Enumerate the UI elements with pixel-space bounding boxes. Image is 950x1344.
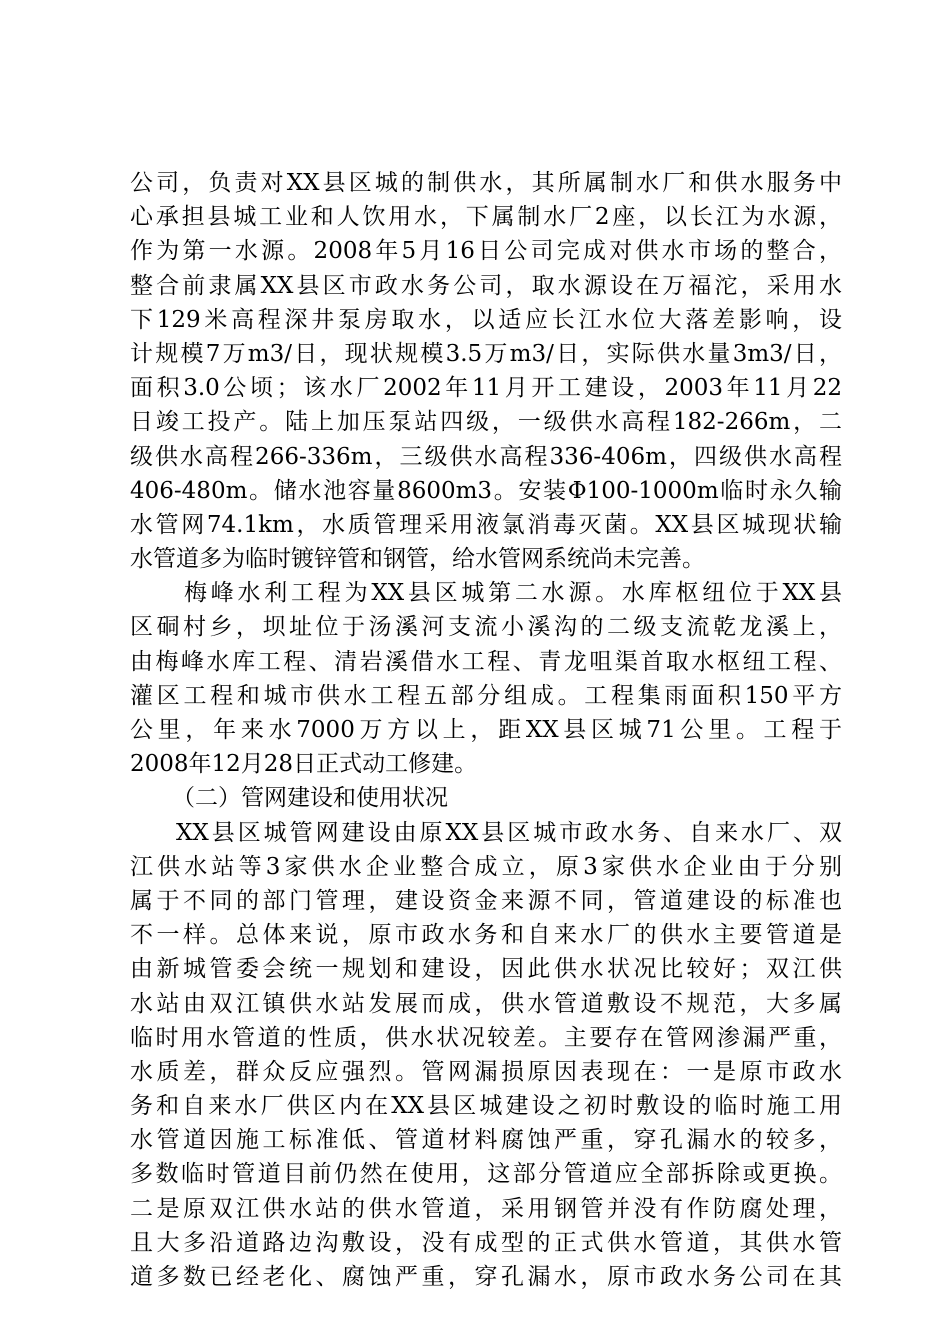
text-line: 日竣工投产。陆上加压泵站四级，一级供水高程182-266m，二 <box>130 409 842 436</box>
text-line: 区硐村乡，坝址位于汤溪河支流小溪沟的二级支流乾龙溪上， <box>130 614 842 641</box>
text-line: 公里，年来水7000万方以上，距XX县区城71公里。工程于 <box>130 717 842 743</box>
text-line: 多数临时管道目前仍然在使用，这部分管道应全部拆除或更换。 <box>130 1161 842 1188</box>
body-text <box>130 166 842 1294</box>
text-line: 406-480m。储水池容量8600m3。安装Φ100-1000m临时永久输 <box>130 477 842 504</box>
text-line: 2008年12月28日正式动工修建。 <box>130 751 478 778</box>
text-line: 务和自来水厂供区内在XX县区城建设之初时敷设的临时施工用 <box>130 1093 842 1120</box>
text-line: 且大多沿道路边沟敷设，没有成型的正式供水管道，其供水管 <box>130 1229 842 1256</box>
text-line: 整合前隶属XX县区市政水务公司，取水源设在万福沱，采用水 <box>130 272 842 299</box>
paragraph-start-line: XX县区城管网建设由原XX县区城市政水务、自来水厂、双 <box>176 819 842 846</box>
text-line: 道多数已经老化、腐蚀严重，穿孔漏水，原市政水务公司在其 <box>130 1264 842 1290</box>
text-line: 水质差，群众反应强烈。管网漏损原因表现在：一是原市政水 <box>130 1058 842 1085</box>
text-line: 计规模7万m3/日，现状规模3.5万m3/日，实际供水量3m3/日， <box>130 340 842 367</box>
text-line: 不一样。总体来说，原市政水务和自来水厂的供水主要管道是 <box>130 922 842 949</box>
text-line: 临时用水管道的性质，供水状况较差。主要存在管网渗漏严重， <box>130 1024 842 1051</box>
text-line: 水管网74.1km，水质管理采用液氯消毒灭菌。XX县区城现状输 <box>130 511 842 538</box>
text-line: 属于不同的部门管理，建设资金来源不同，管道建设的标准也 <box>130 887 842 914</box>
text-line: 心承担县城工业和人饮用水，下属制水厂2座，以长江为水源， <box>130 204 842 231</box>
text-line: 水站由双江镇供水站发展而成，供水管道敷设不规范，大多属 <box>130 990 842 1017</box>
text-line: 面积3.0公顷；该水厂2002年11月开工建设，2003年11月22 <box>130 375 842 402</box>
text-line: 灌区工程和城市供水工程五部分组成。工程集雨面积150平方 <box>130 682 842 709</box>
text-line: 下129米高程深井泵房取水，以适应长江水位大落差影响，设 <box>130 306 842 333</box>
paragraph-start-line: 梅峰水利工程为XX县区城第二水源。水库枢纽位于XX县 <box>184 580 842 607</box>
text-line: 二是原双江供水站的供水管道，采用钢管并没有作防腐处理， <box>130 1195 842 1222</box>
text-line: 水管道因施工标准低、管道材料腐蚀严重，穿孔漏水的较多， <box>130 1127 842 1154</box>
text-line: 公司，负责对XX县区城的制供水，其所属制水厂和供水服务中 <box>130 170 842 196</box>
text-line: 江供水站等3家供水企业整合成立，原3家供水企业由于分别 <box>130 853 842 880</box>
text-line: 作为第一水源。2008年5月16日公司完成对供水市场的整合， <box>130 238 842 265</box>
text-line: 由新城管委会统一规划和建设，因此供水状况比较好；双江供 <box>130 956 842 983</box>
section-heading: （二）管网建设和使用状况 <box>172 785 448 812</box>
text-line: 水管道多为临时镀锌管和钢管，给水管网系统尚未完善。 <box>130 546 705 573</box>
text-line: 由梅峰水库工程、清岩溪借水工程、青龙咀渠首取水枢纽工程、 <box>130 648 842 675</box>
text-line: 级供水高程266-336m，三级供水高程336-406m，四级供水高程 <box>130 443 842 470</box>
